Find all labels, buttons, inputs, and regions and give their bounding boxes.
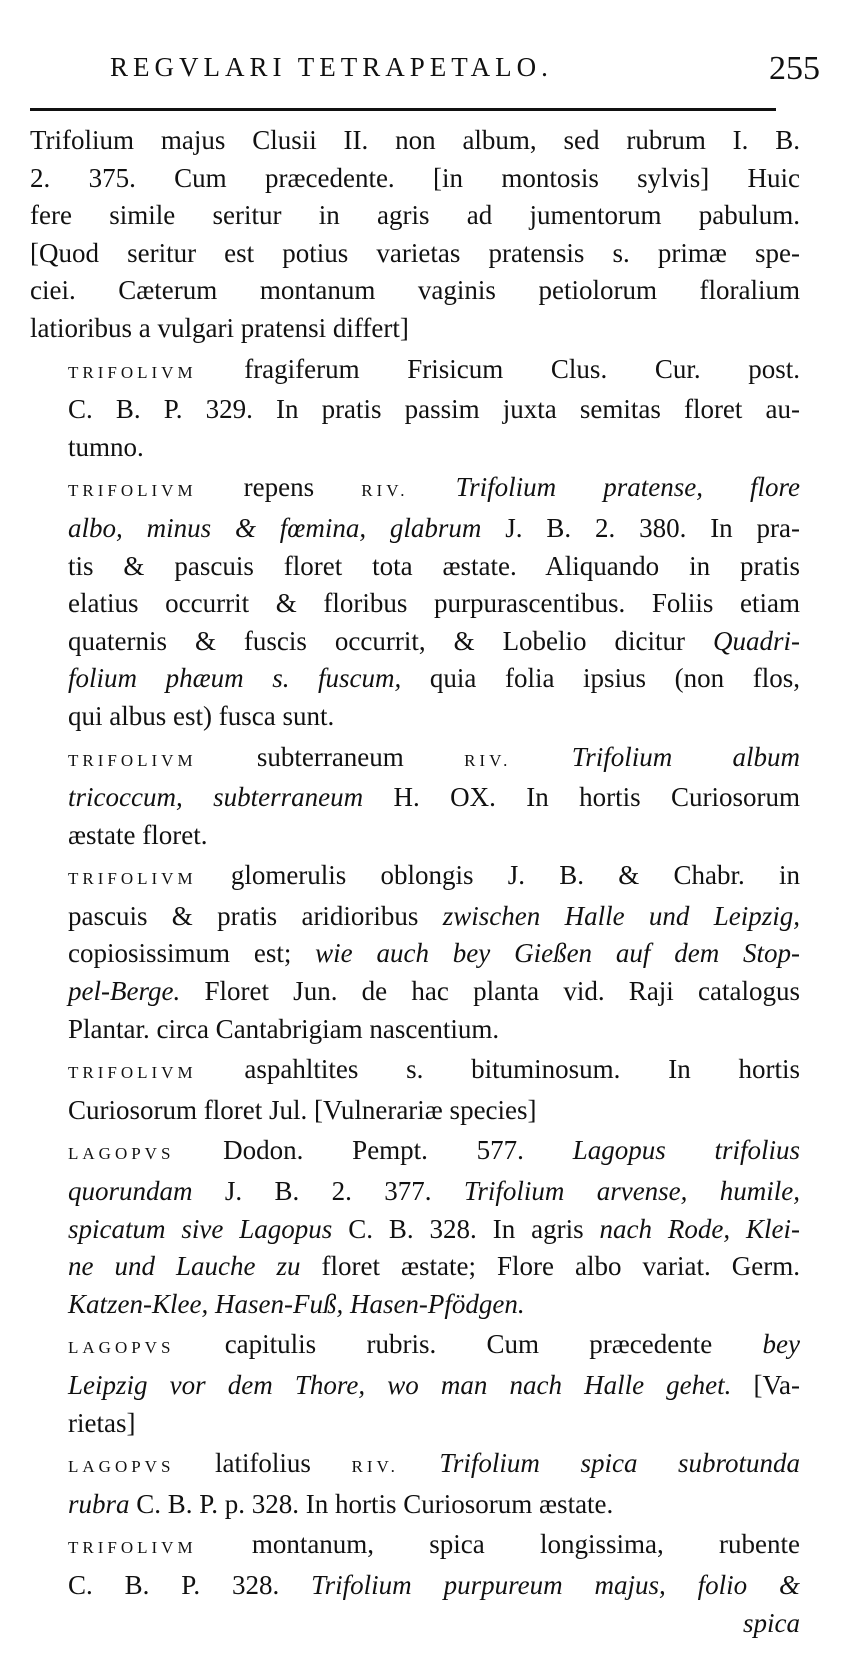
text-line: tis & pascuis floret tota æstate. Aliquando in pratis bbox=[68, 550, 800, 581]
text-line: pel-Berge. Floret Jun. de hac planta vid. Raji catalogus bbox=[68, 976, 801, 1007]
entry-lagopus-dodon bbox=[30, 1132, 800, 1323]
text-line: pascuis & pratis aridioribus zwischen Halle und Leipzig, bbox=[68, 900, 800, 931]
text-line: fere simile seritur in agris ad jumentorum pabulum. bbox=[30, 200, 800, 231]
text-line: Trifolium majus Clusii II. non album, sed rubrum I. B. bbox=[30, 125, 800, 155]
text-line: rietas] bbox=[68, 1407, 136, 1438]
text-line: ciei. Cæterum montanum vaginis petiolorum floralium bbox=[30, 275, 800, 306]
text-line: Leipzig vor dem Thore, wo man nach Halle gehet. [Va- bbox=[68, 1370, 801, 1400]
text-line: Curiosorum floret Jul. [Vulnerariæ species] bbox=[68, 1094, 537, 1125]
catchword: spica bbox=[743, 1607, 800, 1638]
text-line: TRIFOLIVM glomerulis oblongis J. B. & Chabr. in bbox=[68, 860, 801, 891]
text-line: TRIFOLIVM aspahltites s. bituminosum. In hortis bbox=[68, 1054, 800, 1085]
page-body bbox=[30, 122, 800, 1645]
text-line: albo, minus & fœmina, glabrum J. B. 2. 380. In pra- bbox=[68, 512, 800, 543]
text-line: C. B. P. 328. Trifolium purpureum majus, folio & bbox=[68, 1569, 801, 1600]
text-line: TRIFOLIVM subterraneum RIV. Trifolium album bbox=[68, 741, 801, 772]
text-line: quorundam J. B. 2. 377. Trifolium arvense, humile, bbox=[68, 1176, 801, 1207]
text-line: tumno. bbox=[68, 431, 144, 462]
entry-trifolium-glomerulis bbox=[30, 857, 800, 1048]
entry-headword: LAGOPVS bbox=[68, 1457, 175, 1477]
text-line: elatius occurrit & floribus purpurascentibus. Foliis etiam bbox=[68, 588, 800, 619]
text-line: quaternis & fuscis occurrit, & Lobelio dicitur Quadri- bbox=[68, 625, 800, 656]
text-line: rubra C. B. P. p. 328. In hortis Curiosorum æstate. bbox=[68, 1488, 614, 1519]
entry-lagopus-capitulis bbox=[30, 1326, 800, 1442]
text-line: copiosissimum est; wie auch bey Gießen auf dem Stop- bbox=[68, 938, 801, 969]
entry-headword: TRIFOLIVM bbox=[68, 481, 197, 501]
text-line: TRIFOLIVM fragiferum Frisicum Clus. Cur. post. bbox=[68, 353, 800, 384]
entry-lagopus-latifolius bbox=[30, 1445, 800, 1523]
text-line: LAGOPVS latifolius RIV. Trifolium spica subrotunda bbox=[68, 1448, 801, 1479]
entry-headword: TRIFOLIVM bbox=[68, 1538, 197, 1558]
text-line: Plantar. circa Cantabrigiam nascentium. bbox=[68, 1013, 500, 1044]
entry-headword: TRIFOLIVM bbox=[68, 869, 197, 889]
running-head: REGVLARI TETRAPETALO. bbox=[110, 52, 553, 82]
entry-trifolium-aspahltites bbox=[30, 1051, 800, 1129]
text-line: qui albus est) fusca sunt. bbox=[68, 700, 335, 731]
text-line: 2. 375. Cum præcedente. [in montosis sylvis] Huic bbox=[30, 162, 800, 193]
text-line: [Quod seritur est potius varietas pratensis s. primæ spe- bbox=[30, 237, 800, 268]
entry-trifolium-subterraneum bbox=[30, 739, 800, 855]
page-header bbox=[30, 50, 820, 92]
text-line: folium phæum s. fuscum, quia folia ipsius (non flos, bbox=[68, 663, 800, 694]
text-line: TRIFOLIVM repens RIV. Trifolium pratense, flore bbox=[68, 472, 801, 503]
text-line: Katzen-Klee, Hasen-Fuß, Hasen-Pfödgen. bbox=[68, 1288, 525, 1319]
page-number: 255 bbox=[769, 50, 820, 87]
text-line: LAGOPVS Dodon. Pempt. 577. Lagopus trifolius bbox=[68, 1135, 801, 1166]
entry-headword: LAGOPVS bbox=[68, 1338, 175, 1358]
entry-headword: LAGOPVS bbox=[68, 1144, 175, 1164]
text-line: spicatum sive Lagopus C. B. 328. In agris nach Rode, Klei- bbox=[68, 1213, 801, 1244]
entry-headword: TRIFOLIVM bbox=[68, 1063, 197, 1083]
entry-headword: TRIFOLIVM bbox=[68, 362, 197, 382]
entry-headword: TRIFOLIVM bbox=[68, 750, 197, 770]
text-line: latioribus a vulgari pratensi differt] bbox=[30, 312, 409, 343]
text-line: C. B. P. 329. In pratis passim juxta semitas floret au- bbox=[68, 394, 800, 425]
entry-trifolium-fragiferum bbox=[30, 351, 800, 467]
entry-trifolium-montanum bbox=[30, 1526, 800, 1642]
text-line: ne und Lauche zu floret æstate; Flore albo variat. Germ. bbox=[68, 1251, 800, 1282]
text-line: TRIFOLIVM montanum, spica longissima, rubente bbox=[68, 1529, 800, 1560]
entry-trifolium-repens bbox=[30, 469, 800, 735]
text-line: tricoccum, subterraneum H. OX. In hortis Curiosorum bbox=[68, 782, 801, 813]
header-rule bbox=[30, 108, 776, 111]
text-line: æstate floret. bbox=[68, 819, 208, 850]
entry-trifolium-majus bbox=[30, 122, 800, 348]
text-line: LAGOPVS capitulis rubris. Cum præcedente bey bbox=[68, 1329, 801, 1360]
